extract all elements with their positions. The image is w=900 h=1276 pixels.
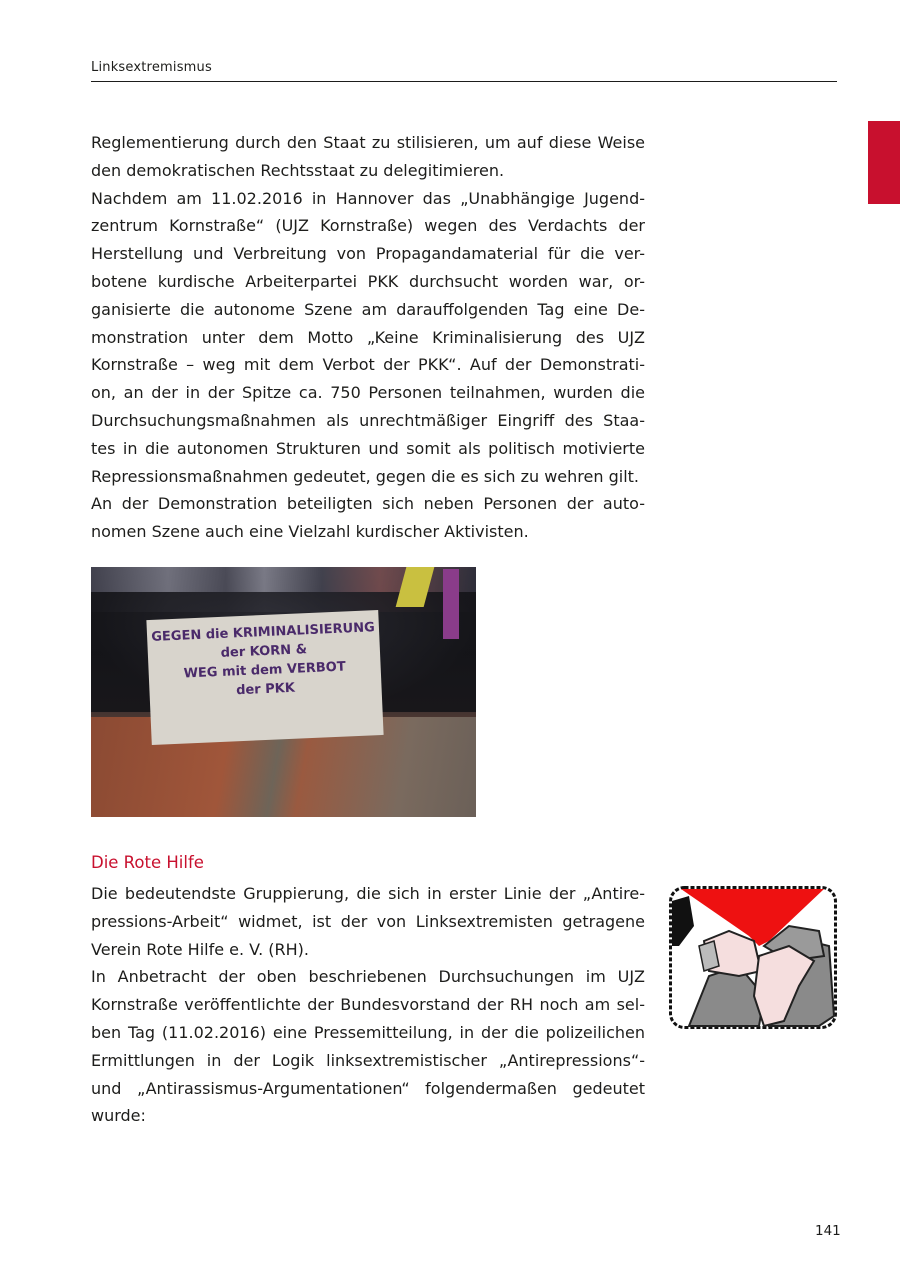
text-line: zentrum Kornstraße“ (UJZ Kornstraße) wegen des Verdachts der [91, 216, 645, 236]
text-line: ben Tag (11.02.2016) eine Pressemitteilung, in der die polizeilichen [91, 1022, 645, 1042]
text-line: on, an der in der Spitze ca. 750 Personen teilnahmen, wurden die [91, 383, 645, 403]
banner-line: der KORN & [220, 642, 308, 661]
protest-banner [146, 610, 383, 745]
text-line: Ermittlungen in der Logik linksextremistischer „Antirepressions“- [91, 1050, 645, 1070]
text-line: und „Antirassismus-Argumentationen“ folgendermaßen gedeutet [91, 1078, 645, 1098]
header-rule [91, 81, 837, 82]
text-line: Durchsuchungsmaßnahmen als unrechtmäßiger Eingriff des Staa- [91, 410, 645, 430]
text-line: Nachdem am 11.02.2016 in Hannover das „Unabhängige Jugend- [91, 188, 645, 208]
text-line: Herstellung und Verbreitung von Propagandamaterial für die ver- [91, 244, 645, 264]
text-line: wurde: [91, 1106, 146, 1126]
banner-line: WEG mit dem VERBOT [183, 659, 347, 682]
text-line: nomen Szene auch eine Vielzahl kurdischer Aktivisten. [91, 522, 529, 542]
text-line: tes in die autonomen Strukturen und somit als politisch motivierte [91, 438, 645, 458]
text-line: pressions-Arbeit“ widmet, ist der von Linksextremisten getragene [91, 911, 645, 931]
chapter-tab-marker [868, 121, 900, 204]
text-line: Reglementierung durch den Staat zu stilisieren, um auf diese Weise [91, 133, 645, 152]
text-line: Verein Rote Hilfe e. V. (RH). [91, 939, 309, 959]
text-line: Die bedeutendste Gruppierung, die sich in erster Linie der „Antire- [91, 884, 645, 903]
text-line: den demokratischen Rechtsstaat zu delegitimieren. [91, 160, 505, 180]
banner-line: GEGEN die KRIMINALISIERUNG [151, 620, 376, 645]
text-line: Kornstraße veröffentlichte der Bundesvorstand der RH noch am sel- [91, 995, 645, 1015]
text-line: monstration unter dem Motto „Keine Kriminalisierung des UJZ [91, 327, 645, 347]
text-line: botene kurdische Arbeiterpartei PKK durchsucht worden war, or- [91, 271, 645, 291]
text-line: Kornstraße – weg mit dem Verbot der PKK“. Auf der Demonstrati- [91, 355, 645, 375]
body-text-block-2 [91, 880, 645, 1130]
text-line: Repressionsmaßnahmen gedeutet, gegen die es sich zu wehren gilt. [91, 466, 639, 486]
banner-line: der PKK [235, 680, 296, 699]
running-header: Linksextremismus [91, 60, 212, 75]
body-text-block-1 [91, 129, 645, 546]
text-line: In Anbetracht der oben beschriebenen Durchsuchungen im UJZ [91, 967, 645, 987]
text-line: An der Demonstration beteiligten sich neben Personen der auto- [91, 494, 645, 514]
photo-flag-purple [443, 569, 459, 639]
section-heading: Die Rote Hilfe [91, 853, 204, 872]
page-number: 141 [815, 1223, 841, 1239]
text-line: ganisierte die autonome Szene am darauffolgenden Tag eine De- [91, 299, 645, 319]
rote-hilfe-logo [669, 886, 837, 1029]
demonstration-photo [91, 567, 476, 817]
